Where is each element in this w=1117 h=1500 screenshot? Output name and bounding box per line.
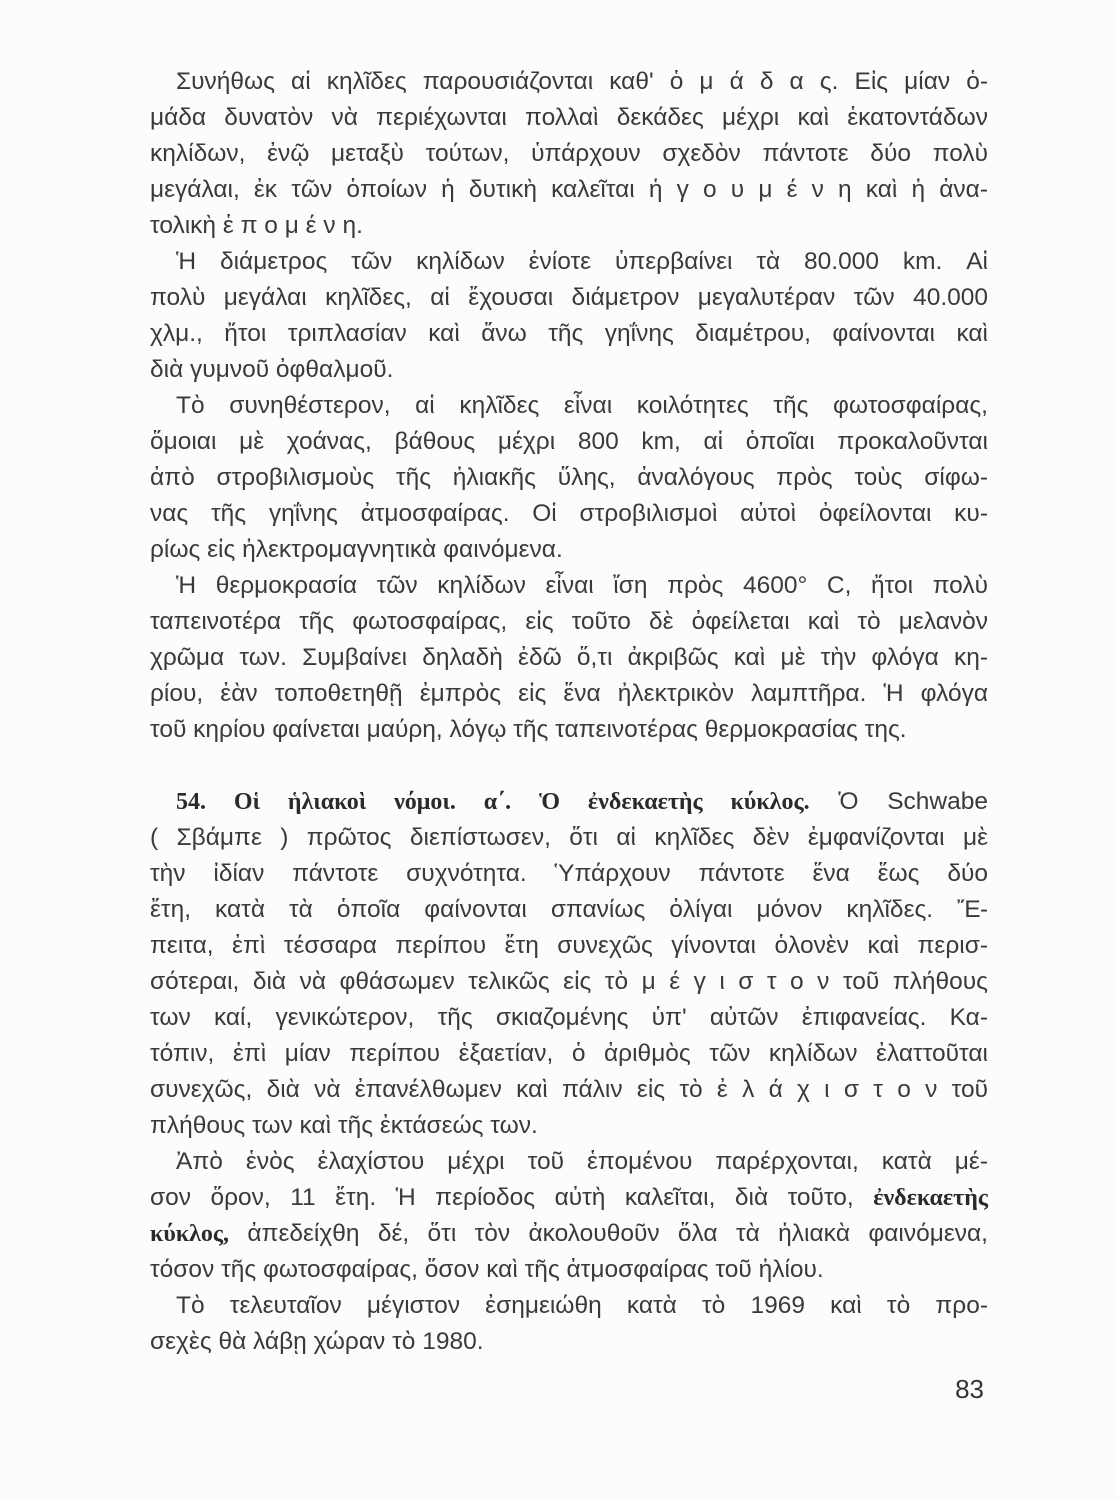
bold-text: 54. Οἱ ἡλιακοὶ νόμοι. α΄. Ὁ ἐνδεκαετὴς κύκλος. <box>176 789 810 815</box>
text-line <box>150 1324 988 1360</box>
section-heading-paragraph <box>150 784 988 1144</box>
text-segment: πειτα, ἐπὶ τέσσαρα περίπου ἔτη συνεχῶς γίνονται ὁλονὲν καὶ περισ- <box>150 932 988 959</box>
text-segment: ὅμοιαι μὲ χοάνας, βάθους μέχρι 800 km, αἱ ὁποῖαι προκαλοῦνται <box>150 428 988 455</box>
text-line <box>150 388 988 424</box>
paragraph <box>150 244 988 388</box>
text-line <box>150 1072 988 1108</box>
text-segment: Ἡ θερμοκρασία τῶν κηλίδων εἶναι ἴση πρὸς 4600° C, ἤτοι πολὺ <box>176 572 988 599</box>
text-line <box>150 964 988 1000</box>
text-segment: ἔτη, κατὰ τὰ ὁποῖα φαίνονται σπανίως ὀλίγαι μόνον κηλῖδες. Ἔ- <box>150 896 988 923</box>
text-segment: Ἡ διάμετρος τῶν κηλίδων ἐνίοτε ὑπερβαίνει τὰ 80.000 km. Αἱ <box>176 248 988 275</box>
text-segment: τὴν ἰδίαν πάντοτε συχνότητα. Ὑπάρχουν πάντοτε ἕνα ἕως δύο <box>150 860 988 887</box>
page-body <box>150 64 988 1360</box>
text-segment: νας τῆς γηΐνης ἀτμοσφαίρας. Οἱ στροβιλισμοὶ αὐτοὶ ὀφείλονται κυ- <box>150 500 988 527</box>
text-line <box>150 532 988 568</box>
text-line <box>150 928 988 964</box>
text-line <box>150 352 988 388</box>
text-segment: ἀπὸ στροβιλισμοὺς τῆς ἡλιακῆς ὕλης, ἀναλόγους πρὸς τοὺς σίφω- <box>150 464 988 491</box>
text-segment: Συνήθως αἱ κηλῖδες παρουσιάζονται καθ' ὁ μ ά δ α ς. Εἰς μίαν ὁ- <box>176 68 988 95</box>
text-segment: κηλίδων, ἐνῷ μεταξὺ τούτων, ὑπάρχουν σχεδὸν πάντοτε δύο πολὺ <box>150 140 988 167</box>
page-number: 83 <box>955 1374 984 1404</box>
text-line <box>150 172 988 208</box>
text-segment: διὰ γυμνοῦ ὀφθαλμοῦ. <box>150 356 394 383</box>
text-segment: Τὸ τελευταῖον μέγιστον ἐσημειώθη κατὰ τὸ 1969 καὶ τὸ προ- <box>176 1292 988 1319</box>
text-segment: πολὺ μεγάλαι κηλῖδες, αἱ ἔχουσαι διάμετρον μεγαλυτέραν τῶν 40.000 <box>150 284 988 311</box>
text-line <box>150 316 988 352</box>
text-segment: σον ὅρον, 11 ἔτη. Ἡ περίοδος αὐτὴ καλεῖται, διὰ τοῦτο, <box>150 1184 874 1211</box>
text-segment: Ἀπὸ ἑνὸς ἐλαχίστου μέχρι τοῦ ἑπομένου παρέρχονται, κατὰ μέ- <box>176 1148 988 1175</box>
text-line <box>150 820 988 856</box>
paragraph <box>150 1288 988 1360</box>
text-segment: σεχὲς θὰ λάβῃ χώραν τὸ 1980. <box>150 1328 484 1355</box>
text-line <box>150 1216 988 1252</box>
text-line <box>150 568 988 604</box>
text-segment: συνεχῶς, διὰ νὰ ἐπανέλθωμεν καὶ πάλιν εἰς τὸ ἐ λ ά χ ι σ τ ο ν τοῦ <box>150 1076 988 1103</box>
text-segment: ρίως εἰς ἠλεκτρομαγνητικὰ φαινόμενα. <box>150 536 563 563</box>
text-segment: ( Σβάμπε ) πρῶτος διεπίστωσεν, ὅτι αἱ κηλῖδες δὲν ἐμφανίζονται μὲ <box>150 824 988 851</box>
text-segment: τόπιν, ἐπὶ μίαν περίπου ἑξαετίαν, ὁ ἀριθμὸς τῶν κηλίδων ἐλαττοῦται <box>150 1040 988 1067</box>
text-line <box>150 136 988 172</box>
text-segment: ἀπεδείχθη δέ, ὅτι τὸν ἀκολουθοῦν ὅλα τὰ ἡλιακὰ φαινόμενα, <box>229 1220 988 1247</box>
paragraph <box>150 568 988 748</box>
text-segment: των καί, γενικώτερον, τῆς σκιαζομένης ὑπ' αὐτῶν ἐπιφανείας. Κα- <box>150 1004 988 1031</box>
text-line <box>150 424 988 460</box>
bold-text: κύκλος, <box>150 1221 230 1247</box>
text-line <box>150 1108 988 1144</box>
text-segment: χρῶμα των. Συμβαίνει δηλαδὴ ἐδῶ ὅ,τι ἀκριβῶς καὶ μὲ τὴν φλόγα κη- <box>150 644 988 671</box>
text-line <box>150 1000 988 1036</box>
text-segment: σότεραι, διὰ νὰ φθάσωμεν τελικῶς εἰς τὸ μ έ γ ι σ τ ο ν τοῦ πλήθους <box>150 968 988 995</box>
paragraph <box>150 388 988 568</box>
text-segment: τόσον τῆς φωτοσφαίρας, ὅσον καὶ τῆς ἀτμοσφαίρας τοῦ ἡλίου. <box>150 1256 824 1283</box>
text-segment: Τὸ συνηθέστερον, αἱ κηλῖδες εἶναι κοιλότητες τῆς φωτοσφαίρας, <box>176 392 988 419</box>
text-line <box>150 1252 988 1288</box>
text-line <box>150 100 988 136</box>
text-line <box>150 280 988 316</box>
text-line <box>150 784 988 820</box>
text-segment: μεγάλαι, ἐκ τῶν ὁποίων ἡ δυτικὴ καλεῖται ἡ γ ο υ μ έ ν η καὶ ἡ ἀνα- <box>150 176 988 203</box>
paragraph <box>150 1144 988 1288</box>
text-line <box>150 676 988 712</box>
text-line <box>150 1036 988 1072</box>
text-line <box>150 64 988 100</box>
text-line <box>150 208 988 244</box>
text-segment: τολικὴ ἑ π ο μ έ ν η. <box>150 212 363 239</box>
bold-text: ἐνδεκαετὴς <box>873 1185 988 1211</box>
text-segment: τοῦ κηρίου φαίνεται μαύρη, λόγῳ τῆς ταπεινοτέρας θερμοκρασίας της. <box>150 716 907 743</box>
text-line <box>150 640 988 676</box>
text-line <box>150 496 988 532</box>
text-line <box>150 1288 988 1324</box>
section-spacer <box>150 748 988 784</box>
text-line <box>150 460 988 496</box>
text-segment: ταπεινοτέρα τῆς φωτοσφαίρας, εἰς τοῦτο δὲ ὀφείλεται καὶ τὸ μελανὸν <box>150 608 988 635</box>
text-line <box>150 244 988 280</box>
text-segment: πλήθους των καὶ τῆς ἐκτάσεώς των. <box>150 1112 538 1139</box>
text-line <box>150 604 988 640</box>
paragraph <box>150 64 988 244</box>
text-segment: ρίου, ἐὰν τοποθετηθῇ ἐμπρὸς εἰς ἕνα ἠλεκτρικὸν λαμπτῆρα. Ἡ φλόγα <box>150 680 988 707</box>
text-line <box>150 856 988 892</box>
text-segment: μάδα δυνατὸν νὰ περιέχωνται πολλαὶ δεκάδες μέχρι καὶ ἑκατοντάδων <box>150 104 988 131</box>
text-segment: χλμ., ἤτοι τριπλασίαν καὶ ἄνω τῆς γηΐνης διαμέτρου, φαίνονται καὶ <box>150 320 988 347</box>
text-segment: Ὁ Schwabe <box>809 788 988 815</box>
text-line <box>150 1180 988 1216</box>
text-line <box>150 712 988 748</box>
text-line <box>150 892 988 928</box>
text-line <box>150 1144 988 1180</box>
